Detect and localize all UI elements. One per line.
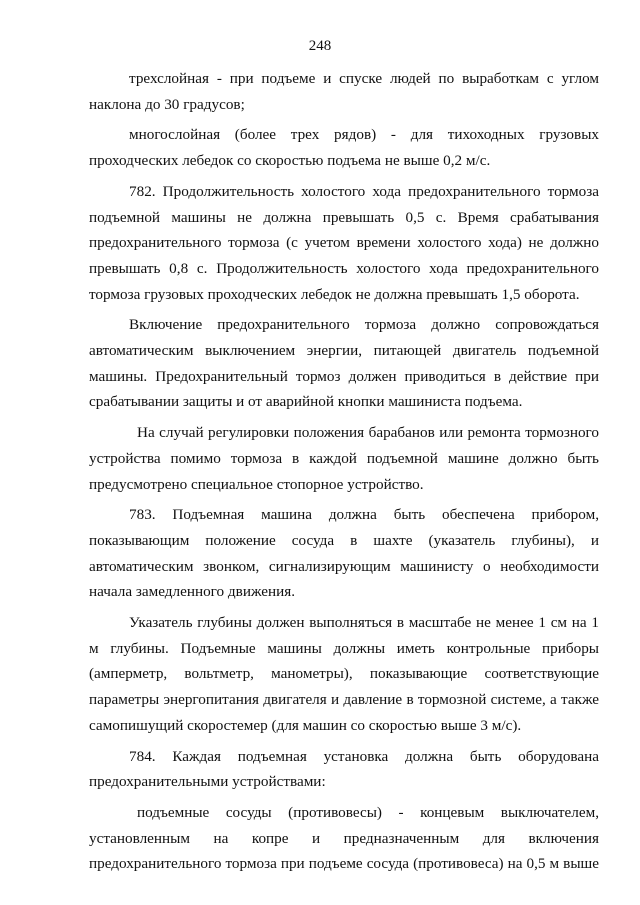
document-body <box>89 66 599 882</box>
paragraph-multi-layer: многослойная (более трех рядов) - для тихоходных грузовых проходческих лебедок со скоростью подъема не выше 0,2 м/с. <box>89 126 599 170</box>
paragraph-limit-switch: подъемные сосуды (противовесы) - концевым выключателем, установленным на копре и предназначенным для включения предохранительного тормоза при подъеме сосуда (противовеса) на 0,5 м выше <box>89 803 599 873</box>
paragraph-782: 782. Продолжительность холостого хода предохранительного тормоза подъемной машины не должна превышать 0,5 с. Время срабатывания предохранительного тормоза (с учетом времени холостого хода) не должно превышать 0,8 с. Продолжительность холостого хода предохранительного тормоза грузовых проходческих лебедок не должна превышать 1,5 оборота. <box>89 182 599 303</box>
paragraph-depth-indicator: Указатель глубины должен выполняться в масштабе не менее 1 см на 1 м глубины. Подъемные машины должны иметь контрольные приборы (амперметр, вольтметр, манометры), показывающие соответствующие параметры энергопитания двигателя и давление в тормозной системе, а также самопишущий скоростемер (для машин со скоростью выше 3 м/с). <box>89 614 599 734</box>
paragraph-three-layer: трехслойная - при подъеме и спуске людей по выработкам с углом наклона до 30 градусов; <box>89 70 599 113</box>
paragraph-784: 784. Каждая подъемная установка должна быть оборудована предохранительными устройствами: <box>89 747 599 791</box>
page-number: 248 <box>308 38 332 54</box>
paragraph-stopper-device: На случай регулировки положения барабанов или ремонта тормозного устройства помимо тормоза в каждой подъемной машине должно быть предусмотрено специальное стопорное устройство. <box>89 424 599 493</box>
paragraph-783: 783. Подъемная машина должна быть обеспечена прибором, показывающим положение сосуда в шахте (указатель глубины), и автоматическим звонком, сигнализирующим машинисту о необходимости начала замедленного движения. <box>89 506 599 601</box>
paragraph-brake-engagement: Включение предохранительного тормоза должно сопровождаться автоматическим выключением энергии, питающей двигатель подъемной машины. Предохранительный тормоз должен приводиться в действие при срабатывании защиты и от аварийной кнопки машиниста подъема. <box>89 316 599 411</box>
